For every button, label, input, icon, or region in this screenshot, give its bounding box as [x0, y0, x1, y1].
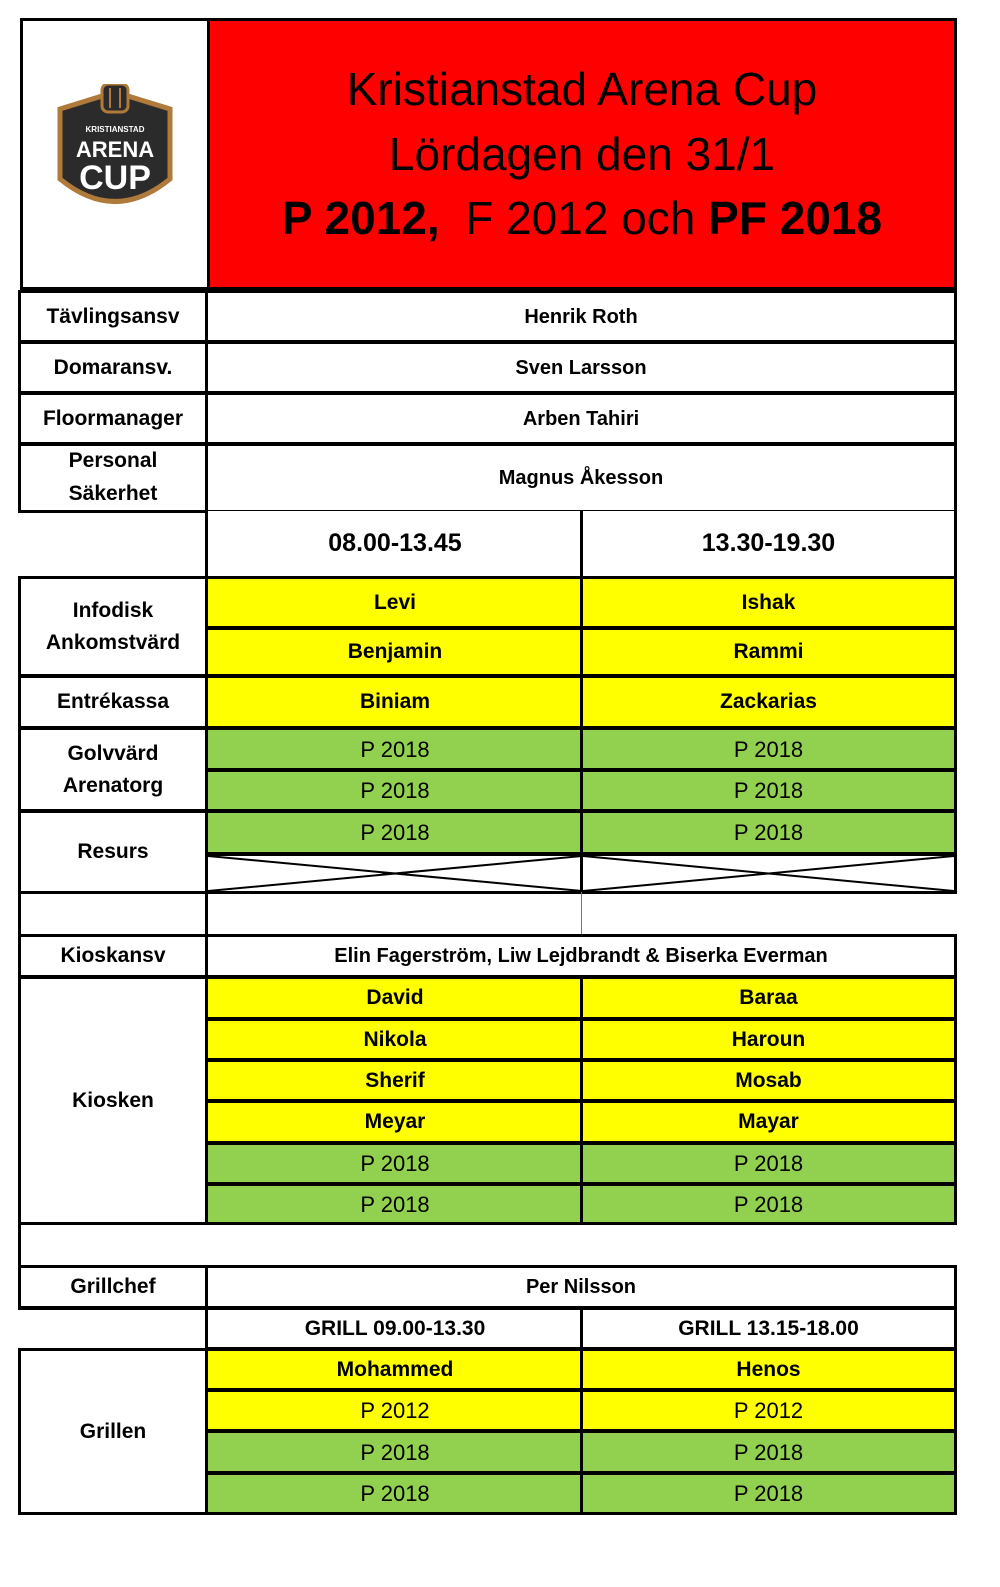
svg-text:KRISTIANSTAD: KRISTIANSTAD: [85, 125, 145, 134]
resurs-label: Resurs: [18, 810, 208, 894]
svg-text:ARENA: ARENA: [75, 137, 155, 162]
kiosk-early-2: Nikola: [205, 1018, 585, 1061]
grill-late-1: Henos: [580, 1348, 957, 1391]
kiosk-late-2: Haroun: [580, 1018, 957, 1061]
domaransv-value: Sven Larsson: [205, 341, 957, 394]
infodisk-late-1: Ishak: [580, 576, 957, 629]
floormanager-label: Floormanager: [18, 392, 208, 445]
personal-sakerhet-label: Personal Säkerhet: [18, 443, 208, 513]
grill-early-3: P 2018: [205, 1430, 585, 1474]
resurs-late: P 2018: [580, 810, 957, 855]
personal-sakerhet-value: Magnus Åkesson: [205, 443, 957, 513]
grill-early-1: Mohammed: [205, 1348, 585, 1391]
kiosk-early-1: David: [205, 976, 585, 1020]
shift-early-header: 08.00-13.45: [205, 511, 585, 579]
resurs-late-empty: [580, 853, 957, 894]
resurs-early: P 2018: [205, 810, 585, 855]
spacer-mid-border: [205, 892, 208, 936]
grill-late-2: P 2012: [580, 1389, 957, 1432]
kiosk-late-6: P 2018: [580, 1183, 957, 1225]
infodisk-label: Infodisk Ankomstvärd: [18, 576, 208, 677]
kioskansv-value: Elin Fagerström, Liw Lejdbrandt & Biserka Everman: [205, 934, 957, 978]
golvvard-early-2: P 2018: [205, 769, 585, 812]
resurs-early-empty: [205, 853, 585, 894]
kiosk-early-6: P 2018: [205, 1183, 585, 1225]
spacer-divider: [581, 892, 582, 936]
grillchef-value: Per Nilsson: [205, 1265, 957, 1309]
kiosk-late-4: Mayar: [580, 1100, 957, 1144]
arena-cup-logo: [20, 18, 207, 290]
kiosk-early-4: Meyar: [205, 1100, 585, 1144]
event-title: Kristianstad Arena Cup: [346, 63, 818, 116]
entrekassa-label: Entrékassa: [18, 675, 208, 729]
kiosk-late-1: Baraa: [580, 976, 957, 1020]
shift-late-header: 13.30-19.30: [580, 511, 957, 579]
grill-late-4: P 2018: [580, 1472, 957, 1515]
grill-early-2: P 2012: [205, 1389, 585, 1432]
kiosken-label: Kiosken: [18, 976, 208, 1225]
kiosk-late-3: Mosab: [580, 1059, 957, 1102]
event-title-banner: [207, 18, 957, 290]
golvvard-early-1: P 2018: [205, 727, 585, 771]
grill-early-4: P 2018: [205, 1472, 585, 1515]
tavlingsansv-value: Henrik Roth: [205, 290, 957, 343]
cross-out-icon: [583, 856, 954, 891]
floormanager-value: Arben Tahiri: [205, 392, 957, 445]
spacer-left-border: [18, 892, 21, 936]
grill-early-header: GRILL 09.00-13.30: [205, 1307, 585, 1350]
entrekassa-early: Biniam: [205, 675, 585, 729]
grillen-label: Grillen: [18, 1348, 208, 1515]
golvvard-late-1: P 2018: [580, 727, 957, 771]
tavlingsansv-label: Tävlingsansv: [18, 290, 208, 343]
infodisk-early-2: Benjamin: [205, 627, 585, 677]
cross-out-icon: [208, 856, 582, 891]
event-date: Lördagen den 31/1: [388, 127, 776, 180]
infodisk-early-1: Levi: [205, 576, 585, 629]
spacer2-left-border: [18, 1223, 21, 1267]
golvvard-late-2: P 2018: [580, 769, 957, 812]
kioskansv-label: Kioskansv: [18, 934, 208, 978]
golvvard-label: Golvvärd Arenatorg: [18, 727, 208, 812]
kiosk-early-3: Sherif: [205, 1059, 585, 1102]
svg-text:CUP: CUP: [79, 159, 151, 197]
grill-late-header: GRILL 13.15-18.00: [580, 1307, 957, 1350]
grill-late-3: P 2018: [580, 1430, 957, 1474]
domaransv-label: Domaransv.: [18, 341, 208, 394]
grillchef-label: Grillchef: [18, 1265, 208, 1309]
arena-cup-badge-icon: [50, 84, 180, 224]
entrekassa-late: Zackarias: [580, 675, 957, 729]
event-classes: P 2012, F 2012 och PF 2018: [281, 192, 883, 245]
infodisk-late-2: Rammi: [580, 627, 957, 677]
kiosk-early-5: P 2018: [205, 1142, 585, 1185]
grill-header-empty: [18, 1307, 208, 1350]
kiosk-late-5: P 2018: [580, 1142, 957, 1185]
